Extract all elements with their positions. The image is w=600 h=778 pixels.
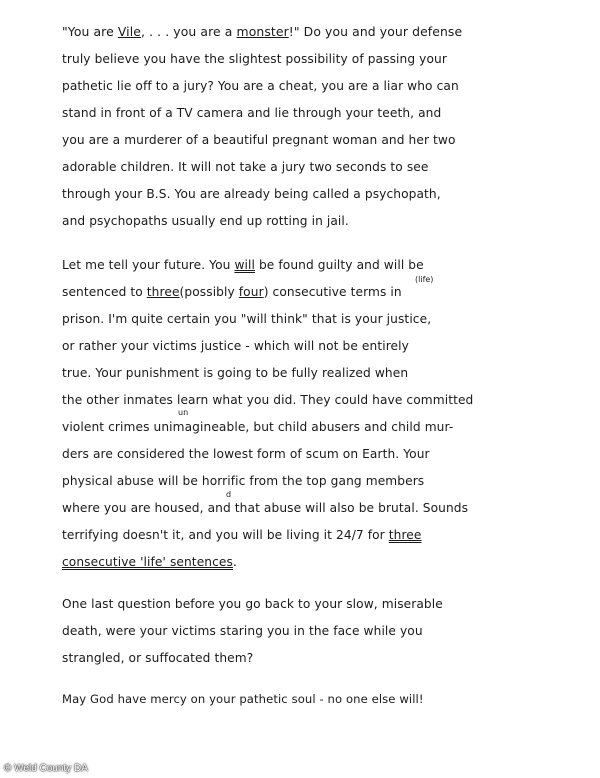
letter-line: where you are housed, and that abuse will also be brutal. Sounds [62,501,469,515]
underlined-word: three [388,528,422,542]
inserted-word: d [226,490,232,499]
underlined-word: three [146,285,180,299]
letter-line: adorable children. It will not take a jury two seconds to see [62,160,429,174]
letter-line: terrifying doesn't it, and you will be living it 24/7 for three [62,528,422,542]
letter-line: pathetic lie off to a jury? You are a cheat, you are a liar who can [62,79,459,93]
letter-line: One last question before you go back to your slow, miserable [62,597,443,611]
letter-line: or rather your victims justice - which will not be entirely [62,339,409,353]
inserted-word: un [178,408,189,417]
underlined-word: will [234,258,255,272]
letter-line: violent crimes unimagineable, but child abusers and child mur- [62,420,454,434]
letter-line: physical abuse will be horrific from the top gang members [62,474,425,488]
underlined-word: Vile [117,24,141,39]
letter-line: ders are considered the lowest form of scum on Earth. Your [62,447,430,461]
underlined-word: four [238,285,264,299]
inserted-word: (life) [415,275,434,284]
letter-line: prison. I'm quite certain you "will think" that is your justice, [62,312,432,326]
letter-line: Let me tell your future. You will be found guilty and will be [62,258,424,272]
letter-line: truly believe you have the slightest possibility of passing your [62,52,447,66]
letter-line: "You are Vile, . . . you are a monster!" Do you and your defense [62,24,463,39]
letter-line: sentenced to three(possibly four) consecutive terms in [62,285,402,299]
letter-closing: May God have mercy on your pathetic soul - no one else will! [62,692,424,706]
letter-line: the other inmates learn what you did. They could have committed [62,393,474,407]
letter-line: death, were your victims staring you in the face while you [62,624,423,638]
letter-line: strangled, or suffocated them? [62,651,254,665]
underlined-word: monster [236,24,289,39]
letter-line: and psychopaths usually end up rotting in jail. [62,214,349,228]
letter-line: through your B.S. You are already being called a psychopath, [62,187,441,201]
letter-line: stand in front of a TV camera and lie through your teeth, and [62,106,442,120]
letter-line: true. Your punishment is going to be fully realized when [62,366,409,380]
letter-line: consecutive 'life' sentences. [62,555,237,569]
photo-credit: © Weld County DA [4,763,88,774]
underlined-phrase: consecutive 'life' sentences [62,555,233,569]
letter-line: you are a murderer of a beautiful pregnant woman and her two [62,133,456,147]
